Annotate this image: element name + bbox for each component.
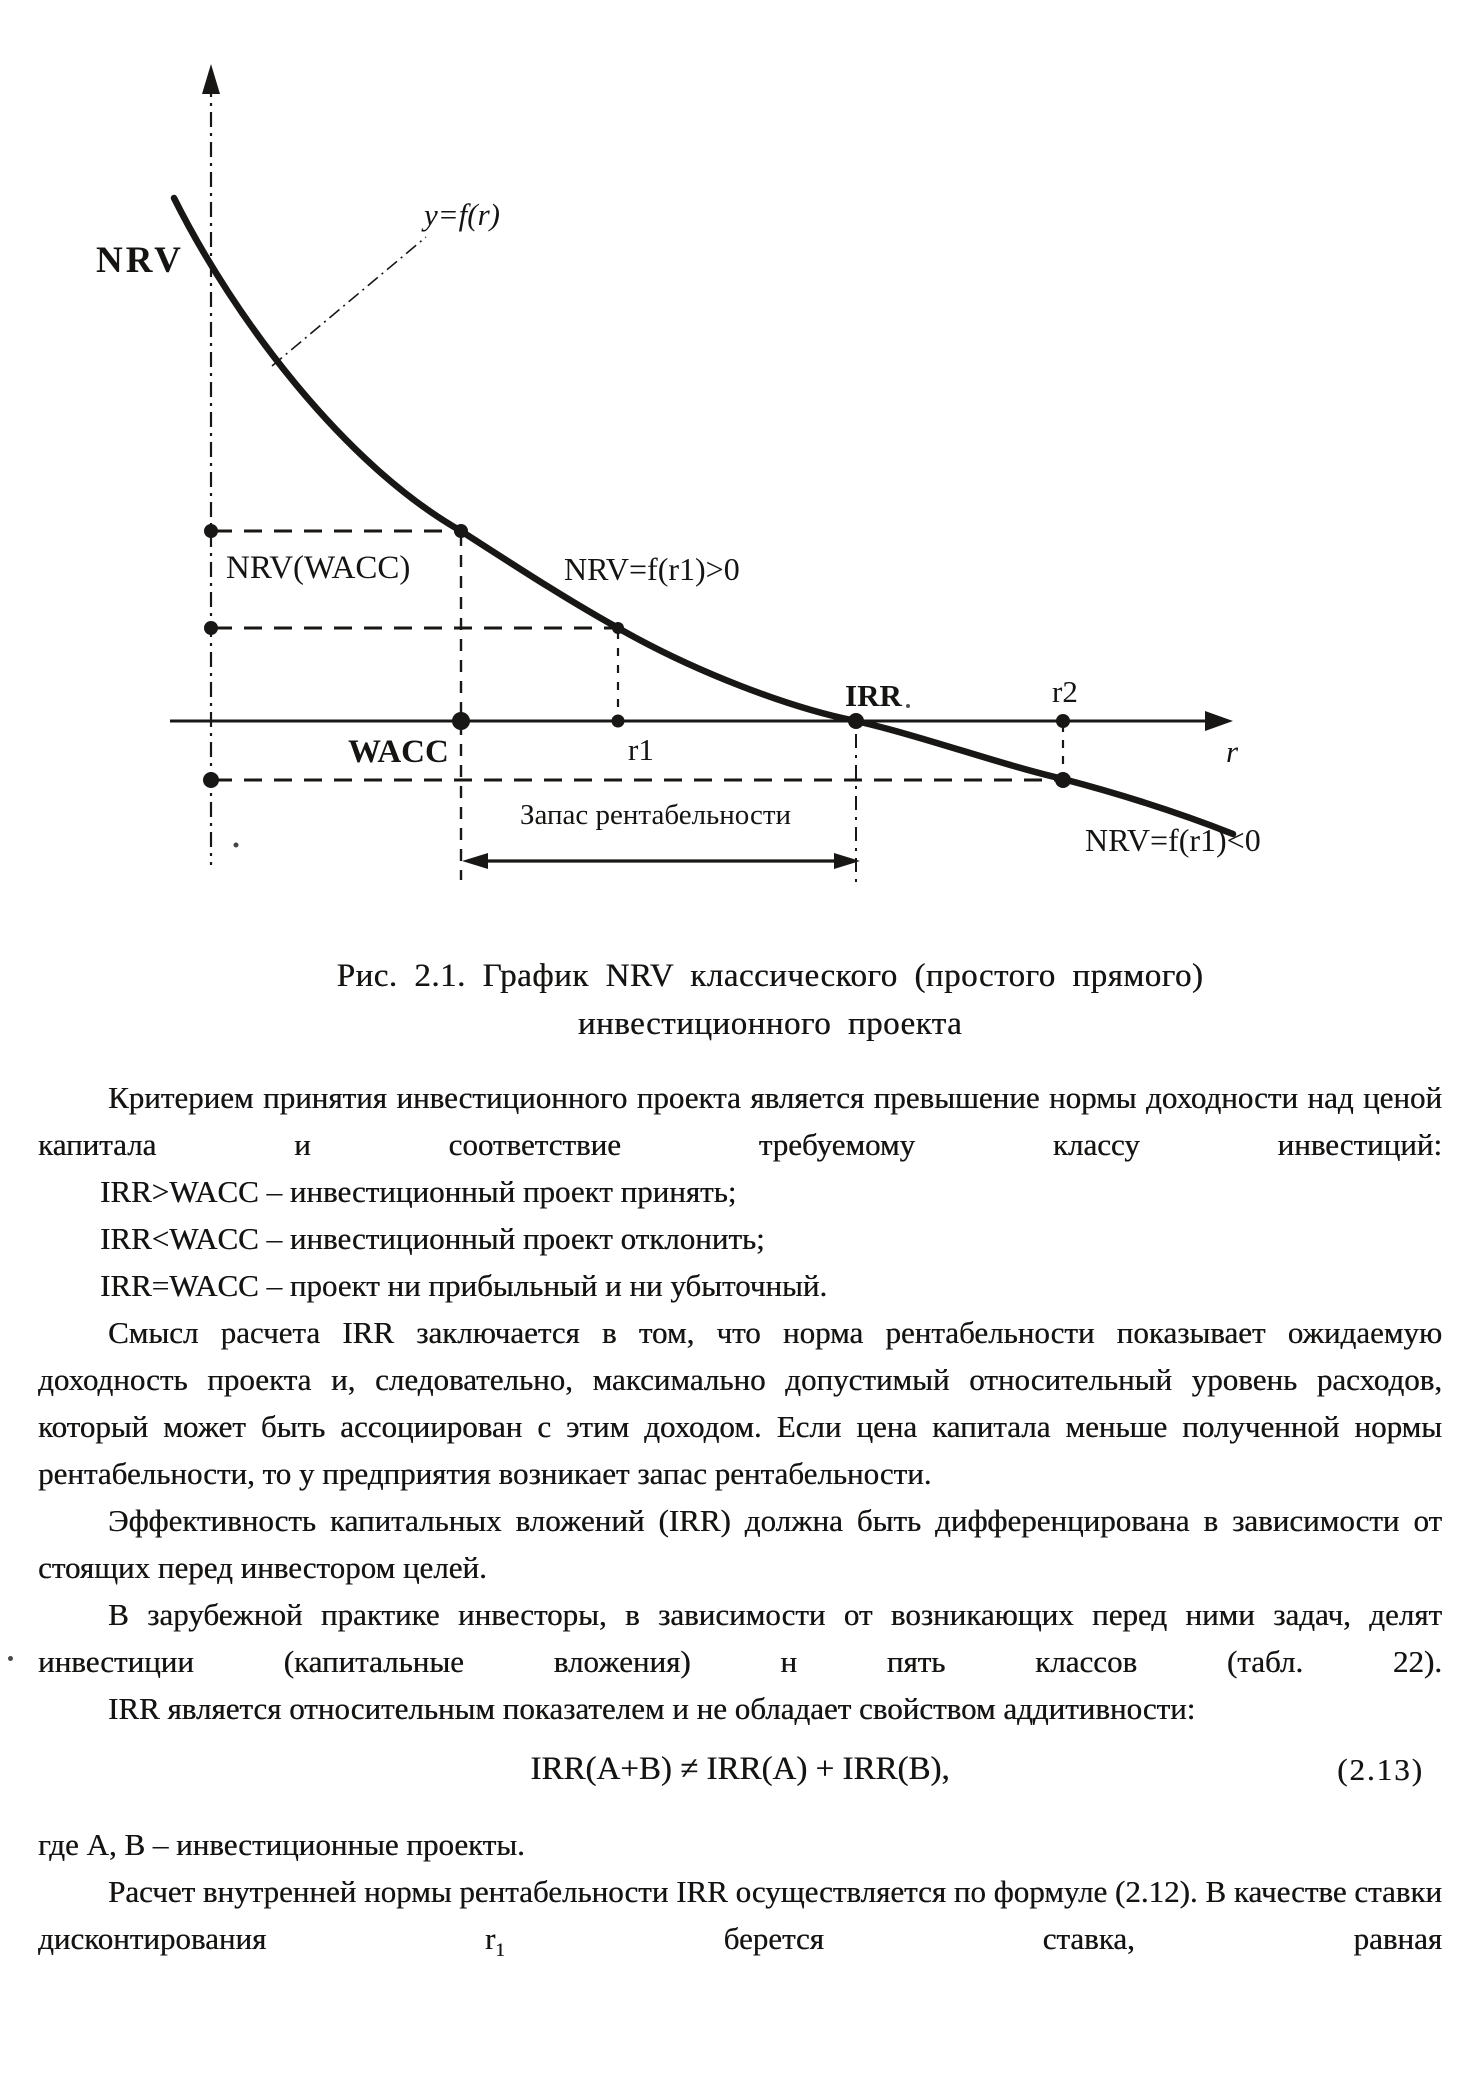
point-axis-r2	[1056, 714, 1070, 728]
nrv-graph-canvas	[0, 0, 1478, 935]
irr-calc-text-start: Расчет внутренней нормы рентабельности IRR осуществляется по формуле (2.12). В качестве ставки дисконтирования r	[38, 1874, 1442, 1956]
formula-expression: IRR(A+B) ≠ IRR(A) + IRR(B),	[530, 1751, 950, 1787]
figure-nrv-graph	[0, 0, 1478, 935]
point-curve-r1	[612, 622, 624, 634]
nrv-positive-label: NRV=f(r1)>0	[564, 551, 740, 587]
point-curve-wacc	[454, 524, 468, 538]
paragraph-additivity: IRR является относительным показателем и не обладает свойством аддитивности:	[108, 1691, 1196, 1726]
margin-span-left-arrow-icon	[462, 853, 488, 869]
r2-tick-label: r2	[1052, 674, 1078, 709]
point-yaxis-nrv-wacc	[204, 524, 218, 538]
point-yaxis-nrv-r1	[204, 621, 218, 635]
point-axis-r1	[612, 715, 625, 728]
point-axis-wacc	[452, 712, 470, 730]
scan-speck	[8, 1656, 13, 1661]
figure-caption-line2: инвестиционного проекта	[577, 1006, 963, 1042]
discount-rate-subscript: 1	[495, 1940, 505, 1962]
figure-caption	[60, 952, 1478, 1048]
paragraph-foreign-practice: В зарубежной практике инвесторы, в зависимости от возникающих перед ними задач, делят инвестиции (капитальные вложения) н пять классов (табл. 22).	[38, 1597, 1442, 1679]
list-item-irr-lt-wacc: IRR<WACC – инвестиционный проект отклонить;	[100, 1221, 765, 1256]
y-axis-title: NRV	[96, 240, 184, 281]
nrv-curve	[174, 198, 1233, 834]
curve-label-pointer-line	[272, 237, 426, 366]
formula-number: (2.13)	[1337, 1752, 1424, 1787]
r1-tick-label: r1	[628, 732, 654, 767]
nrv-negative-label: NRV=f(r1)<0	[1085, 822, 1261, 858]
formula-2-13	[38, 1746, 1442, 1793]
paragraph-criterion: Критерием принятия инвестиционного проекта является превышение нормы доходности над ценой капитала и соответствие требуемому классу инвестиций:	[38, 1080, 1442, 1162]
y-axis-arrow-icon	[202, 64, 220, 94]
scan-speck	[906, 704, 910, 708]
irr-tick-label: IRR	[845, 678, 902, 713]
paragraph-where-ab: где А, В – инвестиционные проекты.	[38, 1827, 525, 1862]
irr-calc-text-end: берется ставка, равная	[504, 1921, 1442, 1956]
point-axis-irr	[848, 713, 864, 729]
x-axis-arrow-icon	[1205, 711, 1233, 731]
paragraph-irr-calculation	[38, 1868, 1442, 1974]
list-item-irr-gt-wacc: IRR>WACC – инвестиционный проект принять;	[100, 1174, 737, 1209]
paragraph-irr-meaning: Смысл расчета IRR заключается в том, что норма рентабельности показывает ожидаемую доходность проекта и, следовательно, максимально допустимый относительный уровень расходов, который может быть ассоциирован с этим доходом. Если цена капитала меньше полученной нормы рентабельности, то у предприятия возникает запас рентабельности.	[38, 1315, 1442, 1491]
body-text	[38, 1074, 1442, 1974]
nrv-wacc-label: NRV(WACC)	[226, 550, 411, 586]
curve-equation-label: y=f(r)	[424, 197, 501, 232]
paragraph-effectiveness: Эффективность капитальных вложений (IRR) должна быть дифференцирована в зависимости от стоящих перед инвестором целей.	[38, 1503, 1442, 1585]
scan-speck	[234, 843, 239, 848]
margin-span-label: Запас рентабельности	[520, 799, 792, 831]
figure-caption-line1: Рис. 2.1. График NRV классического (простого прямого)	[336, 958, 1204, 994]
x-axis-title: r	[1226, 734, 1239, 769]
point-curve-r2	[1055, 772, 1071, 788]
list-item-irr-eq-wacc: IRR=WACC – проект ни прибыльный и ни убыточный.	[100, 1268, 828, 1303]
wacc-tick-label: WACC	[348, 734, 449, 770]
point-yaxis-nrv-r2	[203, 772, 219, 788]
